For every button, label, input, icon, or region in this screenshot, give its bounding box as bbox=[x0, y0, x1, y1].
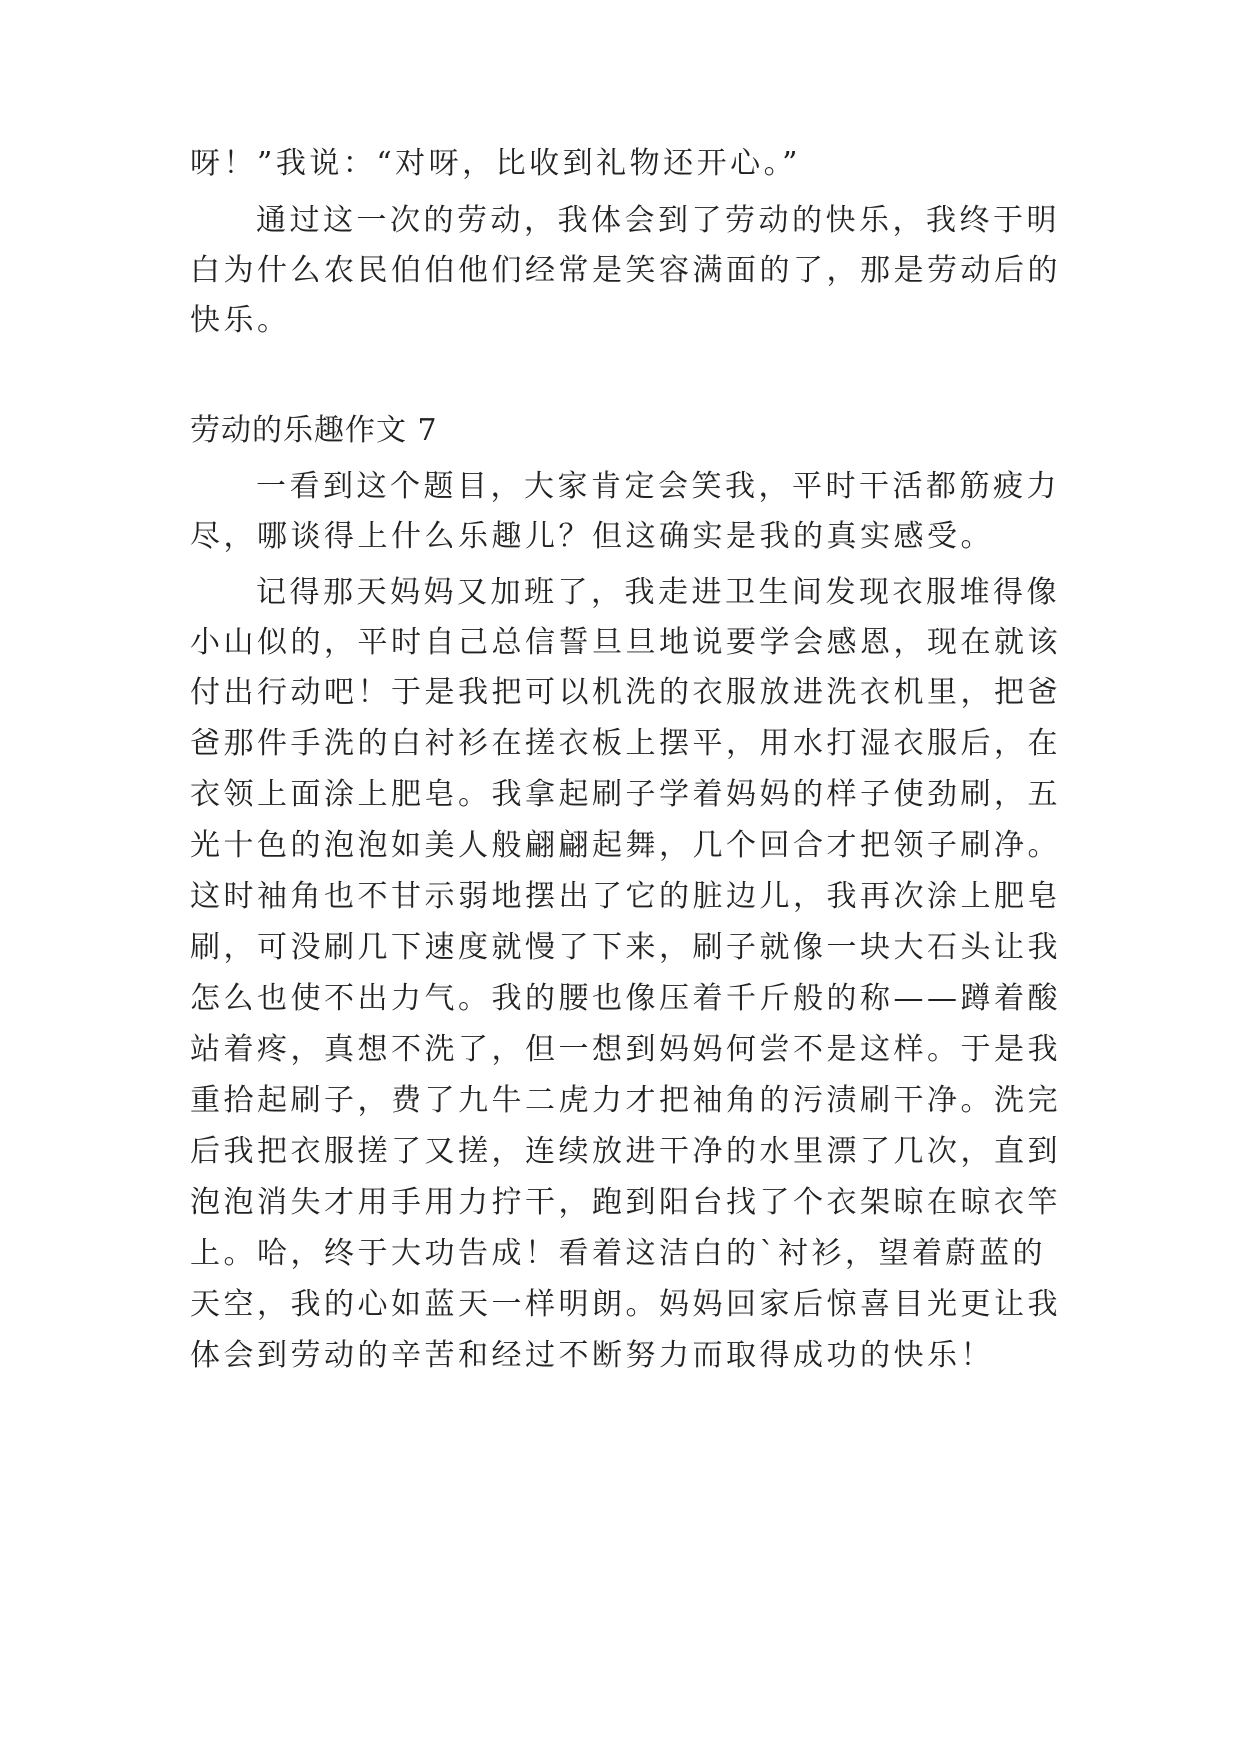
text-line: 付出行动吧！于是我把可以机洗的衣服放进洗衣机里，把爸 bbox=[190, 675, 1061, 710]
paragraph-first-line: 一看到这个题目，大家肯定会笑我，平时干活都筋疲力 bbox=[256, 469, 1060, 504]
section-heading: 劳动的乐趣作文 7 bbox=[190, 413, 438, 448]
text-line: 上。哈，终于大功告成！看着这洁白的`衬衫，望着蔚蓝的 bbox=[190, 1236, 1046, 1271]
text-line: 小山似的，平时自己总信誓旦旦地说要学会感恩，现在就该 bbox=[190, 625, 1061, 660]
text-line: 衣领上面涂上肥皂。我拿起刷子学着妈妈的样子使劲刷，五 bbox=[190, 777, 1061, 812]
text-line: 呀！”我说：“对呀，比收到礼物还开心。” bbox=[190, 146, 802, 181]
text-line: 体会到劳动的辛苦和经过不断努力而取得成功的快乐！ bbox=[190, 1338, 994, 1373]
paragraph-first-line: 记得那天妈妈又加班了，我走进卫生间发现衣服堆得像 bbox=[256, 575, 1060, 610]
text-line: 快乐。 bbox=[190, 303, 291, 338]
text-line: 后我把衣服搓了又搓，连续放进干净的水里漂了几次，直到 bbox=[190, 1134, 1061, 1169]
text-line: 天空，我的心如蓝天一样明朗。妈妈回家后惊喜目光更让我 bbox=[190, 1287, 1061, 1322]
text-line: 重拾起刷子，费了九牛二虎力才把袖角的污渍刷干净。洗完 bbox=[190, 1083, 1061, 1118]
text-line: 尽，哪谈得上什么乐趣儿？但这确实是我的真实感受。 bbox=[190, 519, 994, 554]
text-line: 光十色的泡泡如美人般翩翩起舞，几个回合才把领子刷净。 bbox=[190, 828, 1061, 863]
text-line: 白为什么农民伯伯他们经常是笑容满面的了，那是劳动后的 bbox=[190, 253, 1061, 288]
text-line: 怎么也使不出力气。我的腰也像压着千斤般的称——蹲着酸 bbox=[190, 981, 1061, 1016]
paragraph-first-line: 通过这一次的劳动，我体会到了劳动的快乐，我终于明 bbox=[256, 203, 1060, 238]
text-line: 这时袖角也不甘示弱地摆出了它的脏边儿，我再次涂上肥皂 bbox=[190, 879, 1061, 914]
text-line: 爸那件手洗的白衬衫在搓衣板上摆平，用水打湿衣服后，在 bbox=[190, 726, 1061, 761]
text-line: 站着疼，真想不洗了，但一想到妈妈何尝不是这样。于是我 bbox=[190, 1032, 1061, 1067]
text-line: 泡泡消失才用手用力拧干，跑到阳台找了个衣架晾在晾衣竿 bbox=[190, 1185, 1061, 1220]
text-line: 刷，可没刷几下速度就慢了下来，刷子就像一块大石头让我 bbox=[190, 930, 1061, 965]
